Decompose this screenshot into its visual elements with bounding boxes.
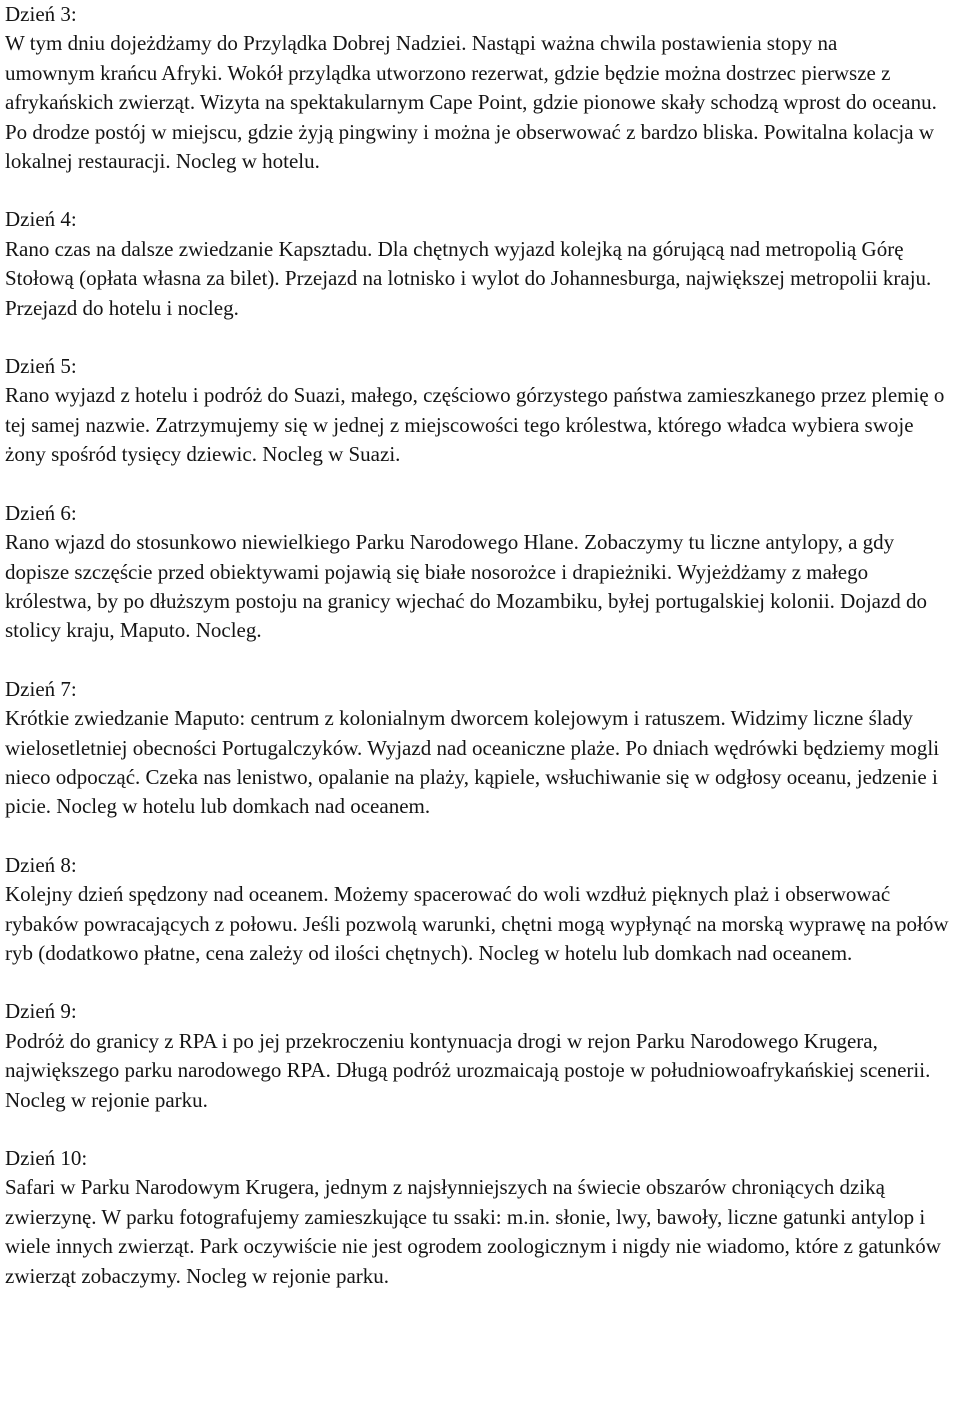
day-section-10 [5, 1144, 957, 1291]
day-section-5 [5, 352, 957, 470]
day-section-7 [5, 675, 957, 822]
day-section-8 [5, 851, 957, 969]
day-section-4 [5, 205, 957, 323]
day-title: Dzień 6: [5, 500, 77, 525]
day-description: Rano wyjazd z hotelu i podróż do Suazi, małego, częściowo górzystego państwa zamieszkanego przez plemię o tej samej nazwie. Zatrzymujemy się w jednej z miejscowości tego królestwa, którego władca wybiera swoje żony spośród tysięcy dziewic. Nocleg w Suazi. [5, 383, 945, 467]
day-section-6 [5, 499, 957, 646]
day-description: Rano wjazd do stosunkowo niewielkiego Parku Narodowego Hlane. Zobaczymy tu liczne antylopy, a gdy dopisze szczęście przed obiektywami pojawią się białe nosorożce i drapieżniki. Wyjeżdżamy z małego królestwa, by po dłuższym postoju na granicy wjechać do Mozambiku, byłej portugalskiej kolonii. Dojazd do stolicy kraju, Maputo. Nocleg. [5, 530, 928, 643]
day-title: Dzień 8: [5, 852, 77, 877]
day-title: Dzień 4: [5, 207, 77, 232]
day-title: Dzień 9: [5, 999, 77, 1024]
day-title: Dzień 3: [5, 2, 77, 26]
itinerary-document [5, 0, 957, 1291]
day-description: Podróż do granicy z RPA i po jej przekroczeniu kontynuacja drogi w rejon Parku Narodowego Krugera, największego parku narodowego RPA. Długą podróż urozmaicają postoje w południowoafrykańskiej scenerii. Nocleg w rejonie parku. [5, 1028, 931, 1112]
day-section-3 [5, 0, 957, 176]
day-description: W tym dniu dojeżdżamy do Przylądka Dobrej Nadziei. Nastąpi ważna chwila postawienia stopy na umownym krańcu Afryki. Wokół przylądka utworzono rezerwat, gdzie będzie można dostrzec pierwsze z afrykańskich zwierząt. Wizyta na spektakularnym Cape Point, gdzie pionowe skały schodzą wprost do oceanu. Po drodze postój w miejscu, gdzie żyją pingwiny i można je obserwować z bardzo bliska. Powitalna kolacja w lokalnej restauracji. Nocleg w hotelu. [5, 31, 937, 174]
day-description: Rano czas na dalsze zwiedzanie Kapsztadu. Dla chętnych wyjazd kolejką na górującą nad metropolią Górę Stołową (opłata własna za bilet). Przejazd na lotnisko i wylot do Johannesburga, największej metropolii kraju. Przejazd do hotelu i nocleg. [5, 236, 932, 320]
day-description: Safari w Parku Narodowym Krugera, jednym z najsłynniejszych na świecie obszarów chroniących dziką zwierzynę. W parku fotografujemy zamieszkujące tu ssaki: m.in. słonie, lwy, bawoły, liczne gatunki antylop i wiele innych zwierząt. Park oczywiście nie jest ogrodem zoologicznym i nigdy nie wiadomo, które z gatunków zwierząt zobaczymy. Nocleg w rejonie parku. [5, 1175, 941, 1288]
day-title: Dzień 7: [5, 676, 77, 701]
day-description: Kolejny dzień spędzony nad oceanem. Możemy spacerować do woli wzdłuż pięknych plaż i obserwować rybaków powracających z połowu. Jeśli pozwolą warunki, chętni mogą wypłynąć na morską wyprawę na połów ryb (dodatkowo płatne, cena zależy od ilości chętnych). Nocleg w hotelu lub domkach nad oceanem. [5, 882, 949, 965]
day-title: Dzień 10: [5, 1146, 88, 1170]
day-description: Krótkie zwiedzanie Maputo: centrum z kolonialnym dworcem kolejowym i ratuszem. Widzimy liczne ślady wielosetletniej obecności Portugalczyków. Wyjazd nad oceaniczne plaże. Po dniach wędrówki będziemy mogli nieco odpocząć. Czeka nas lenistwo, opalanie na plaży, kąpiele, wsłuchiwanie się w odgłosy oceanu, jedzenie i picie. Nocleg w hotelu lub domkach nad oceanem. [5, 706, 940, 819]
day-title: Dzień 5: [5, 354, 77, 379]
day-section-9 [5, 997, 957, 1115]
